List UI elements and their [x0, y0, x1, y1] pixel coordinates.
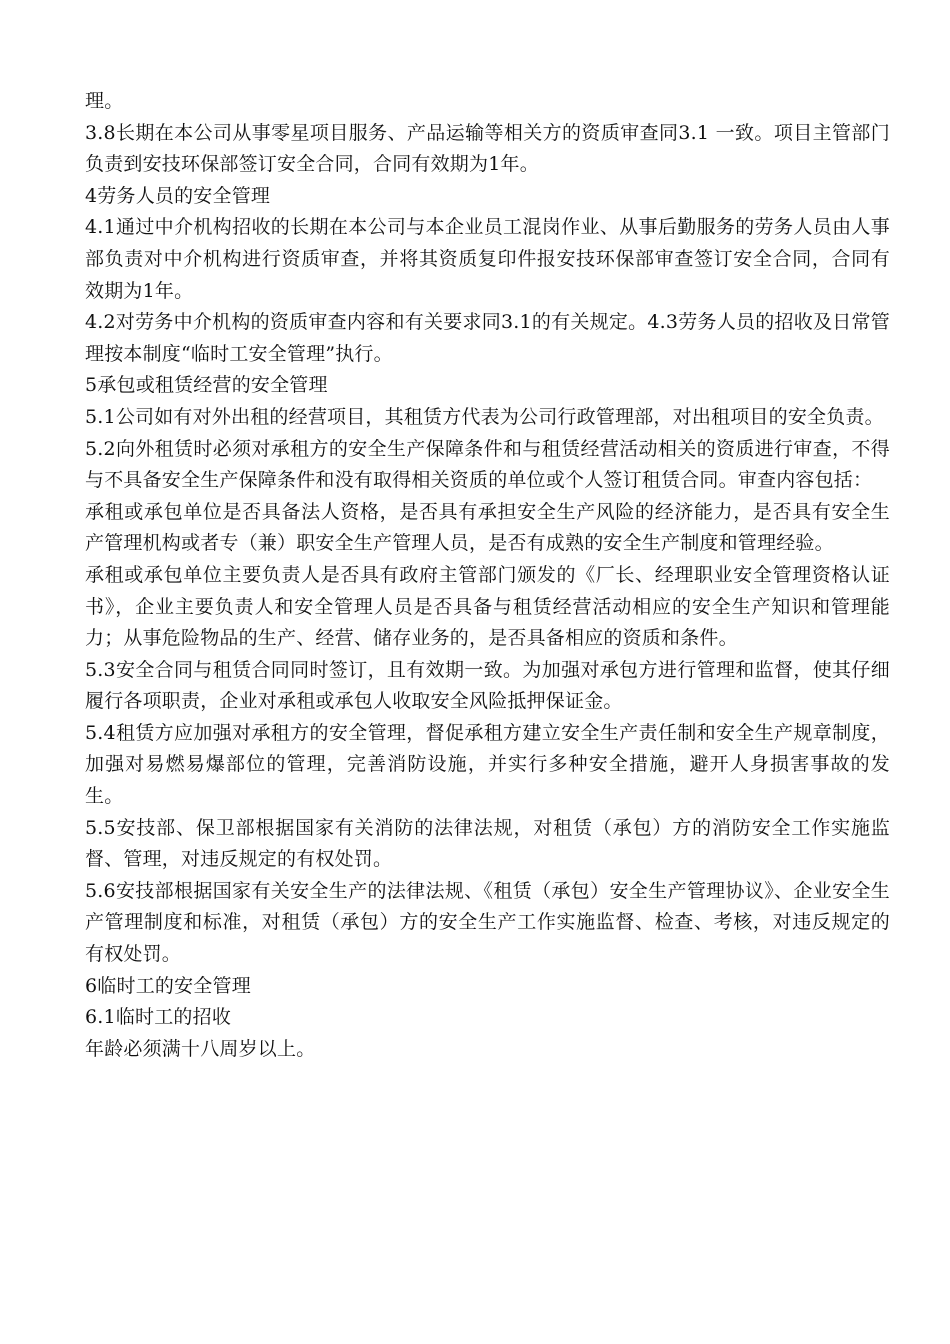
subsection-heading-6-1: 6.1临时工的招收	[85, 1006, 232, 1029]
paragraph-5-1: 5.1公司如有对外出租的经营项目，其租赁方代表为公司行政管理部，对出租项目的安全负责。	[85, 405, 884, 428]
paragraph-5-5: 5.5安技部、保卫部根据国家有关消防的法律法规，对租赁（承包）方的消防安全工作实施监督、管理，对违反规定的有权处罚。	[85, 816, 890, 871]
paragraph-4-2-4-3: 4.2对劳务中介机构的资质审查内容和有关要求同3.1的有关规定。4.3劳务人员的招收及日常管理按本制度“临时工安全管理”执行。	[85, 311, 890, 365]
section-heading-6: 6临时工的安全管理	[85, 974, 251, 997]
paragraph-5-4: 5.4租赁方应加强对承租方的安全管理，督促承租方建立安全生产责任制和安全生产规章制度，加强对易燃易爆部位的管理，完善消防设施，并实行多种安全措施，避开人身损害事故的发生。	[85, 721, 890, 808]
paragraph-3-8: 3.8长期在本公司从事零星项目服务、产品运输等相关方的资质审查同3.1 一致。项目主管部门负责到安技环保部签订安全合同，合同有效期为1年。	[85, 121, 890, 176]
paragraph-5-2-item-2: 承租或承包单位主要负责人是否具有政府主管部门颁发的《厂长、经理职业安全管理资格认证书》，企业主要负责人和安全管理人员是否具备与租赁经营活动相应的安全生产知识和管理能力；从事危险物品的生产、经营、储存业务的，是否具备相应的资质和条件。	[85, 563, 890, 650]
paragraph-continuation: 理。	[85, 90, 124, 112]
section-heading-5: 5承包或租赁经营的安全管理	[85, 374, 328, 397]
document-page	[85, 86, 890, 1065]
paragraph-6-1-age: 年龄必须满十八周岁以上。	[85, 1037, 316, 1060]
paragraph-5-3: 5.3安全合同与租赁合同同时签订，且有效期一致。为加强对承包方进行管理和监督，使其仔细履行各项职责，企业对承租或承包人收取安全风险抵押保证金。	[85, 658, 890, 713]
paragraph-5-6: 5.6安技部根据国家有关安全生产的法律法规、《租赁（承包）安全生产管理协议》、企业安全生产管理制度和标准，对租赁（承包）方的安全生产工作实施监督、检查、考核，对违反规定的有权处罚。	[85, 879, 890, 966]
paragraph-5-2-item-1: 承租或承包单位是否具备法人资格，是否具有承担安全生产风险的经济能力，是否具有安全生产管理机构或者专（兼）职安全生产管理人员，是否有成熟的安全生产制度和管理经验。	[85, 500, 890, 555]
paragraph-4-1: 4.1通过中介机构招收的长期在本公司与本企业员工混岗作业、从事后勤服务的劳务人员由人事部负责对中介机构进行资质审查，并将其资质复印件报安技环保部审查签订安全合同，合同有效期为1年。	[85, 216, 890, 302]
paragraph-5-2: 5.2向外租赁时必须对承租方的安全生产保障条件和与租赁经营活动相关的资质进行审查，不得与不具备安全生产保障条件和没有取得相关资质的单位或个人签订租赁合同。审查内容包括：	[85, 437, 890, 492]
section-heading-4: 4劳务人员的安全管理	[85, 184, 271, 207]
